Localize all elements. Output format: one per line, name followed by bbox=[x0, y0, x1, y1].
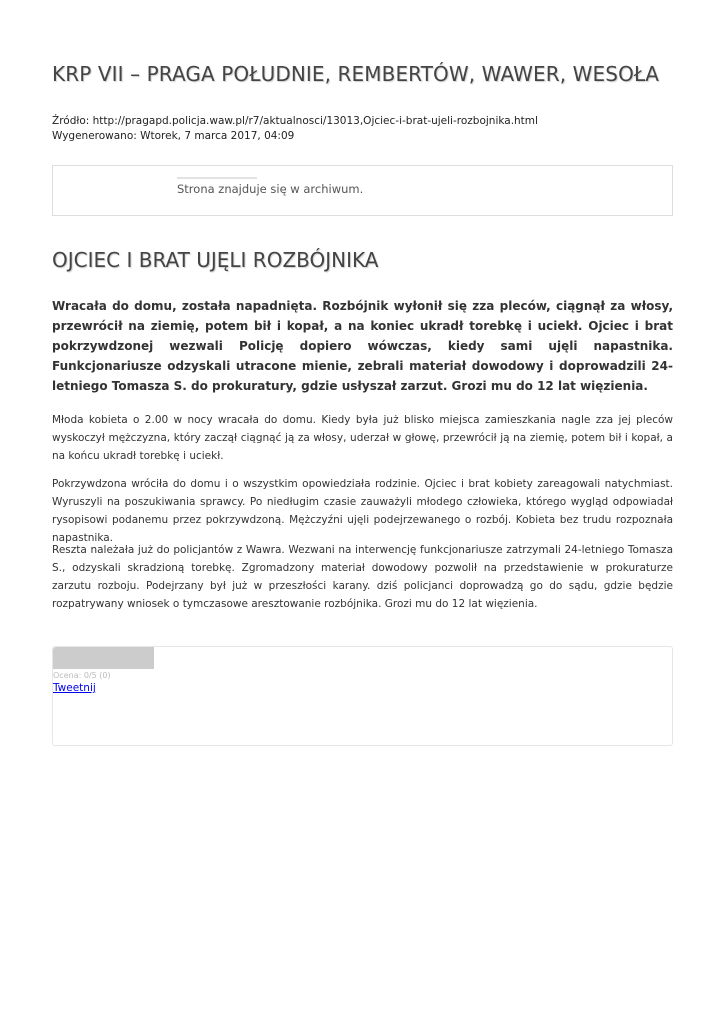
source-line: Źródło: http://pragapd.policja.waw.pl/r7/aktualnosci/13013,Ojciec-i-brat-ujeli-rozbojnika.html bbox=[52, 115, 538, 127]
rating-label: Ocena: 0/5 (0) bbox=[53, 671, 111, 680]
tweet-link[interactable]: Tweetnij bbox=[53, 682, 96, 694]
rating-stars-widget[interactable] bbox=[53, 647, 154, 669]
article-title: OJCIEC I BRAT UJĘLI ROZBÓJNIKA bbox=[52, 248, 379, 272]
article-paragraph: Młoda kobieta o 2.00 w nocy wracała do domu. Kiedy była już blisko miejsca zamieszkania nagle zza jej pleców wyskoczył mężczyzna, który zaczął ciągnąć ją za włosy, uderzał w głowę, przewrócił ją na ziemię, potem bił i kopał, a na końcu ukradł torebkę i uciekł. bbox=[52, 414, 673, 462]
site-title: KRP VII – PRAGA POŁUDNIE, REMBERTÓW, WAWER, WESOŁA bbox=[52, 62, 660, 86]
generated-line: Wygenerowano: Wtorek, 7 marca 2017, 04:09 bbox=[52, 130, 295, 142]
article-paragraph: Pokrzywdzona wróciła do domu i o wszystkim opowiedziała rodzinie. Ojciec i brat kobiety zareagowali natychmiast. Wyruszyli na poszukiwania sprawcy. Po niedługim czasie zauważyli młodego człowieka, którego wygląd odpowiadał rysopisowi podanemu przez pokrzywdzoną. Mężczyźni ujęli podejrzewanego o rozbój. Kobieta bez trudu rozpoznała napastnika. bbox=[52, 478, 673, 544]
archive-divider bbox=[177, 177, 257, 179]
archive-notice-box bbox=[52, 165, 673, 216]
archive-notice: Strona znajduje się w archiwum. bbox=[177, 182, 364, 196]
document-meta bbox=[52, 114, 538, 144]
article-paragraph: Reszta należała już do policjantów z Wawra. Wezwani na interwencję funkcjonariusze zatrzymali 24-letniego Tomasza S., odzyskali skradzioną torebkę. Zgromadzony materiał dowodowy pozwolił na przedstawienie w prokuraturze zarzutu rozboju. Podejrzany był już w przeszłości karany. dziś policjanci doprowadzą go do sądu, gdzie będzie rozpatrywany wniosek o tymczasowe aresztowanie rozbójnika. Grozi mu do 12 lat więzienia. bbox=[52, 544, 673, 610]
rating-share-box bbox=[52, 646, 673, 746]
article-lead: Wracała do domu, została napadnięta. Rozbójnik wyłonił się zza pleców, ciągnął za włosy, przewrócił na ziemię, potem bił i kopał, a na koniec ukradł torebkę i uciekł. Ojciec i brat pokrzywdzonej wezwali Policję dopiero wówczas, kiedy sami ujęli napastnika. Funkcjonariusze odzyskali utracone mienie, zebrali materiał dowodowy i doprowadzili 24-letniego Tomasza S. do prokuratury, gdzie usłyszał zarzut. Grozi mu do 12 lat więzienia. bbox=[52, 299, 673, 393]
